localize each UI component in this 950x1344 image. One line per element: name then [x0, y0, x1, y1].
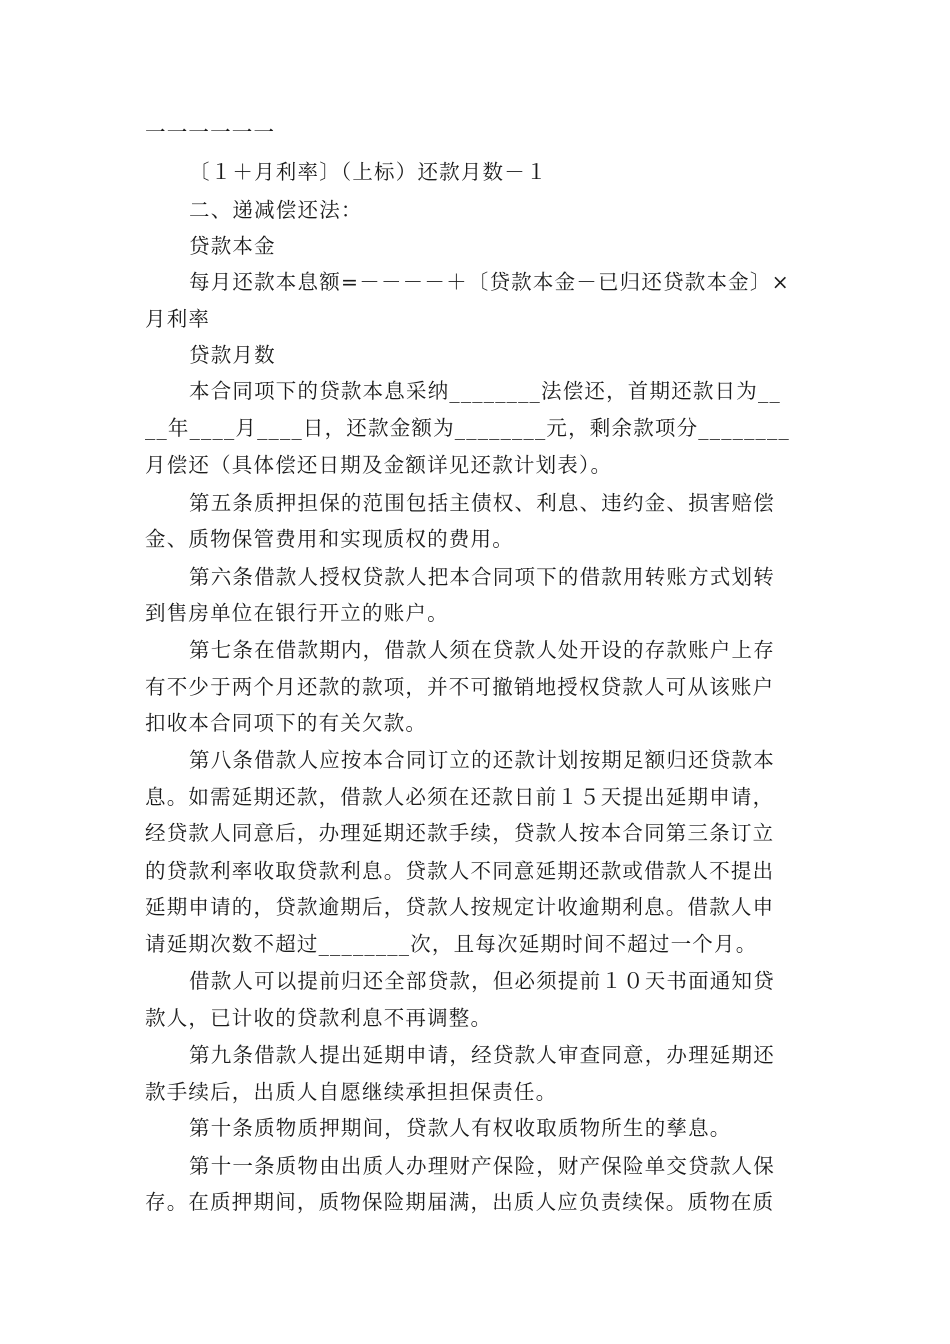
- text-line: 息。如需延期还款，借款人必须在还款日前１５天提出延期申请，: [145, 785, 775, 809]
- text-line: 二、递减偿还法：: [189, 198, 363, 222]
- text-line: 第九条借款人提出延期申请，经贷款人审查同意，办理延期还: [189, 1043, 775, 1067]
- text-line: 第七条在借款期内，借款人须在贷款人处开设的存款账户上存: [189, 638, 775, 662]
- text-line: 到售房单位在银行开立的账户。: [145, 601, 449, 625]
- text-line: 本合同项下的贷款本息采纳________法偿还，首期还款日为__: [189, 379, 781, 403]
- text-line: 第十条质物质押期间，贷款人有权收取质物所生的孳息。: [189, 1116, 732, 1140]
- text-line: 借款人可以提前归还全部贷款，但必须提前１０天书面通知贷: [189, 969, 775, 993]
- text-line: 扣收本合同项下的有关欠款。: [145, 711, 428, 735]
- text-line: 贷款月数: [189, 343, 276, 367]
- text-line: 经贷款人同意后，办理延期还款手续，贷款人按本合同第三条订立: [145, 821, 775, 845]
- text-line: 第六条借款人授权贷款人把本合同项下的借款用转账方式划转: [189, 565, 775, 589]
- text-line: 款人，已计收的贷款利息不再调整。: [145, 1006, 493, 1030]
- text-line: 请延期次数不超过________次，且每次延期时间不超过一个月。: [145, 932, 758, 956]
- text-line: 第十一条质物由出质人办理财产保险，财产保险单交贷款人保: [189, 1154, 775, 1178]
- text-line: 延期申请的，贷款逾期后，贷款人按规定计收逾期利息。借款人申: [145, 895, 775, 919]
- text-line: 第五条质押担保的范围包括主债权、利息、违约金、损害赔偿: [189, 491, 775, 515]
- text-line: 贷款本金: [189, 234, 276, 258]
- text-line: 金、质物保管费用和实现质权的费用。: [145, 527, 514, 551]
- text-line: 月利率: [145, 307, 211, 331]
- text-line: 〔１＋月利率〕（上标）还款月数－１: [189, 160, 548, 184]
- text-line: 有不少于两个月还款的款项，并不可撤销地授权贷款人可从该账户: [145, 675, 775, 699]
- text-line: 月偿还（具体偿还日期及金额详见还款计划表）。: [145, 453, 613, 477]
- text-line: 的贷款利率收取贷款利息。贷款人不同意延期还款或借款人不提出: [145, 859, 775, 883]
- text-line: __年____月____日，还款金额为________元，剩余款项分________: [145, 416, 790, 440]
- text-line: 款手续后，出质人自愿继续承担担保责任。: [145, 1080, 558, 1104]
- text-line: 存。在质押期间，质物保险期届满，出质人应负责续保。质物在质: [145, 1190, 775, 1214]
- text-line: 每月还款本息额=－－－－＋〔贷款本金－已归还贷款本金〕×: [189, 270, 790, 294]
- text-line-dashes: 一一一一一一: [145, 120, 276, 144]
- text-line: 第八条借款人应按本合同订立的还款计划按期足额归还贷款本: [189, 748, 775, 772]
